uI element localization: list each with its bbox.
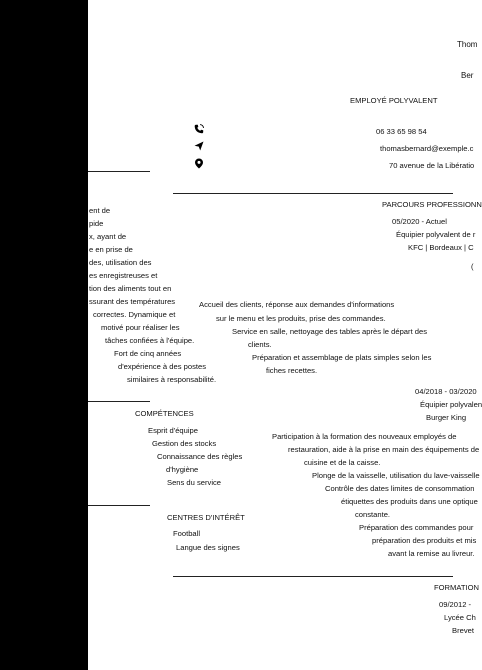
divider-interests-top bbox=[88, 505, 150, 506]
profile-line: ent de bbox=[89, 206, 111, 215]
interests-heading: CENTRES D'INTÉRÊT bbox=[167, 513, 245, 522]
skill-item: Sens du service bbox=[167, 478, 222, 487]
left-sidebar-band bbox=[0, 0, 88, 670]
job2-dates: 04/2018 - 03/2020 bbox=[415, 387, 477, 396]
divider-profile-top bbox=[88, 171, 150, 172]
address-text: 70 avenue de la Libératio bbox=[389, 161, 475, 170]
job2-bullet: Contrôle des dates limites de consommation bbox=[325, 484, 475, 493]
skills-heading: COMPÉTENCES bbox=[135, 409, 194, 418]
job2-company: Burger King bbox=[426, 413, 467, 422]
profile-line: similaires à responsabilité. bbox=[127, 375, 217, 384]
skill-item: Connaissance des règles bbox=[157, 452, 243, 461]
job2-bullet: avant la remise au livreur. bbox=[388, 549, 475, 558]
job2-title: Équipier polyvalen bbox=[420, 400, 482, 409]
job1-extra: ( bbox=[471, 262, 474, 271]
divider-experience-top bbox=[173, 193, 453, 194]
job1-dates: 05/2020 - Actuel bbox=[392, 217, 447, 226]
profile-line: correctes. Dynamique et bbox=[93, 310, 176, 319]
job1-title: Équipier polyvalent de r bbox=[396, 230, 476, 239]
profile-line: pide bbox=[89, 219, 104, 228]
send-icon bbox=[194, 141, 204, 151]
job1-bullet: Préparation et assemblage de plats simples selon les bbox=[252, 353, 432, 362]
divider-skills-top bbox=[88, 401, 150, 402]
job2-bullet: étiquettes des produits dans une optique bbox=[341, 497, 478, 506]
interest-item: Langue des signes bbox=[176, 543, 240, 552]
profile-line: tâches confiées à l'équipe. bbox=[105, 336, 195, 345]
profile-line: x, ayant de bbox=[89, 232, 127, 241]
job2-bullet: cuisine et de la caisse. bbox=[304, 458, 381, 467]
email-text: thomasbernard@exemple.c bbox=[380, 144, 474, 153]
profile-line: es enregistreuses et bbox=[89, 271, 158, 280]
job2-bullet: restauration, aide à la prise en main des équipements de bbox=[288, 445, 480, 454]
education-heading: FORMATION bbox=[434, 583, 479, 592]
job2-bullet: Plonge de la vaisselle, utilisation du lave-vaisselle bbox=[312, 471, 480, 480]
profile-line: e en prise de bbox=[89, 245, 133, 254]
education-school: Lycée Ch bbox=[444, 613, 476, 622]
job1-place: KFC | Bordeaux | C bbox=[408, 243, 474, 252]
phone-icon bbox=[194, 124, 204, 134]
phone-text: 06 33 65 98 54 bbox=[376, 127, 427, 136]
name-first: Thom bbox=[457, 40, 478, 49]
job1-bullet: fiches recettes. bbox=[266, 366, 318, 375]
location-pin-icon bbox=[194, 158, 204, 169]
job1-bullet: Service en salle, nettoyage des tables après le départ des bbox=[232, 327, 428, 336]
job1-bullet: clients. bbox=[248, 340, 272, 349]
profile-line: motivé pour réaliser les bbox=[101, 323, 180, 332]
job2-bullet: Participation à la formation des nouveaux employés de bbox=[272, 432, 457, 441]
profile-line: tion des aliments tout en bbox=[89, 284, 172, 293]
job2-bullet: préparation des produits et mis bbox=[372, 536, 477, 545]
profile-line: des, utilisation des bbox=[89, 258, 152, 267]
job2-bullet: Préparation des commandes pour bbox=[359, 523, 474, 532]
experience-heading: PARCOURS PROFESSIONN bbox=[382, 200, 482, 209]
name-last: Ber bbox=[461, 71, 474, 80]
skill-item: Esprit d'équipe bbox=[148, 426, 198, 435]
profile-line: ssurant des températures bbox=[89, 297, 176, 306]
education-diploma: Brevet bbox=[452, 626, 474, 635]
interest-item: Football bbox=[173, 529, 201, 538]
skill-item: d'hygiène bbox=[166, 465, 199, 474]
job1-bullet: Accueil des clients, réponse aux demandes d'informations bbox=[199, 300, 395, 309]
job-title: EMPLOYÉ POLYVALENT bbox=[350, 96, 438, 105]
education-dates: 09/2012 - bbox=[439, 600, 472, 609]
divider-education-top bbox=[173, 576, 453, 577]
job1-bullet: sur le menu et les produits, prise des commandes. bbox=[216, 314, 386, 323]
profile-line: Fort de cinq années bbox=[114, 349, 182, 358]
skill-item: Gestion des stocks bbox=[152, 439, 217, 448]
job2-bullet: constante. bbox=[355, 510, 391, 519]
profile-line: d'expérience à des postes bbox=[118, 362, 206, 371]
